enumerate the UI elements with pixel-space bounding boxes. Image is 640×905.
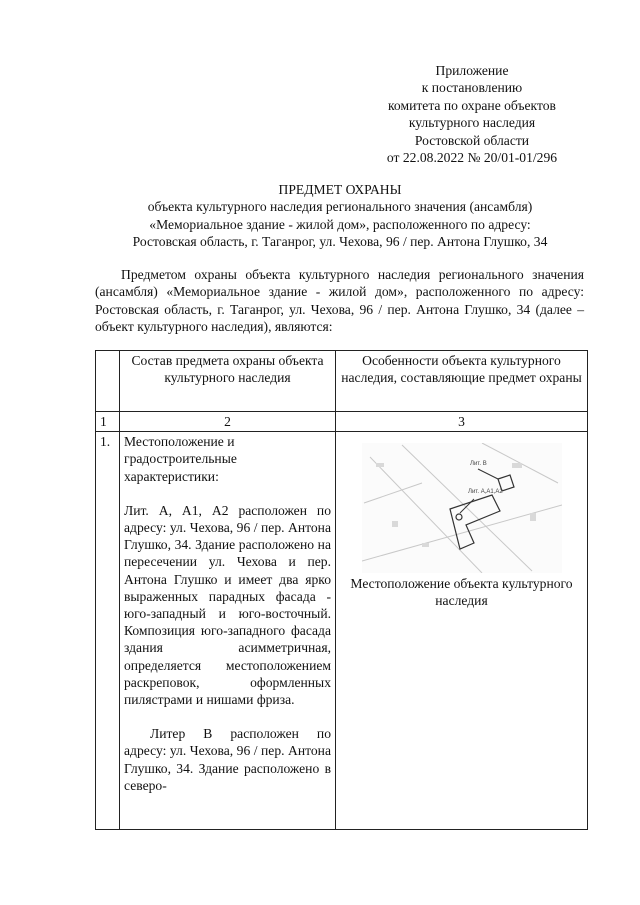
appendix-line: от 22.08.2022 № 20/01-01/296 [386,150,558,166]
header-cell-number [96,351,120,412]
location-heading: Местоположение и градостроительные характеристики: [124,434,237,484]
header-cell-features: Особенности объекта культурного наследия, составляющие предмет охраны [336,351,588,412]
appendix-block [342,62,602,166]
column-number: 2 [120,412,336,432]
intro-text: Предметом охраны объекта культурного наследия регионального значения (ансамбля) «Мемориальное здание - жилой дом», расположенного по адресу: Ростовская область, г. Таганрог, ул. Чехова, 96 / пер. Антона Глушко, 34 (далее – объект культурного наследия), являются: [95,267,584,334]
location-paragraph: Лит. А, А1, А2 расположен по адресу: ул. Чехова, 96 / пер. Антона Глушко, 34. Здание расположено на пересечении ул. Чехова и пер. Антона Глушко и имеет два ярко выраженных парадных фасада - юго-западный и юго-восточный. Композиция юго-западного фасада здания асимметричная, определяется местоположением раскреповок, оформленных пилястрами и нишами фриза. [124,502,331,708]
title-line: объекта культурного наследия регионального значения (ансамбля) [147,199,533,215]
table-header-row [96,351,588,412]
appendix-line: Ростовской области [414,132,530,148]
title-heading: ПРЕДМЕТ ОХРАНЫ [278,182,402,197]
map-label: Лит. А,А1,А2 [467,489,503,496]
location-map-image [362,443,562,573]
appendix-line: культурного наследия [408,115,536,131]
table-numbering-row [96,412,588,432]
location-map [362,443,562,573]
column-number: 3 [336,412,588,432]
map-label: Лит. В [469,461,487,468]
appendix-line: к постановлению [421,80,523,96]
composition-cell [120,432,336,830]
features-cell [336,432,588,830]
column-number: 1 [96,412,120,432]
appendix-line: Приложение [435,63,509,78]
document-title [95,181,585,251]
title-line: «Мемориальное здание - жилой дом», расположенного по адресу: [149,216,531,232]
protection-table [95,350,588,830]
row-number: 1. [96,432,120,830]
map-caption: Местоположение объекта культурного наследия [350,576,573,609]
title-line: Ростовская область, г. Таганрог, ул. Чехова, 96 / пер. Антона Глушко, 34 [132,234,548,250]
intro-paragraph [95,266,584,335]
table-row [96,432,588,830]
header-cell-composition: Состав предмета охраны объекта культурного наследия [120,351,336,412]
liter-v-paragraph: Литер В расположен по адресу: ул. Чехова, 96 / пер. Антона Глушко, 34. Здание расположено в северо- [124,726,331,793]
appendix-line: комитета по охране объектов [388,97,556,113]
